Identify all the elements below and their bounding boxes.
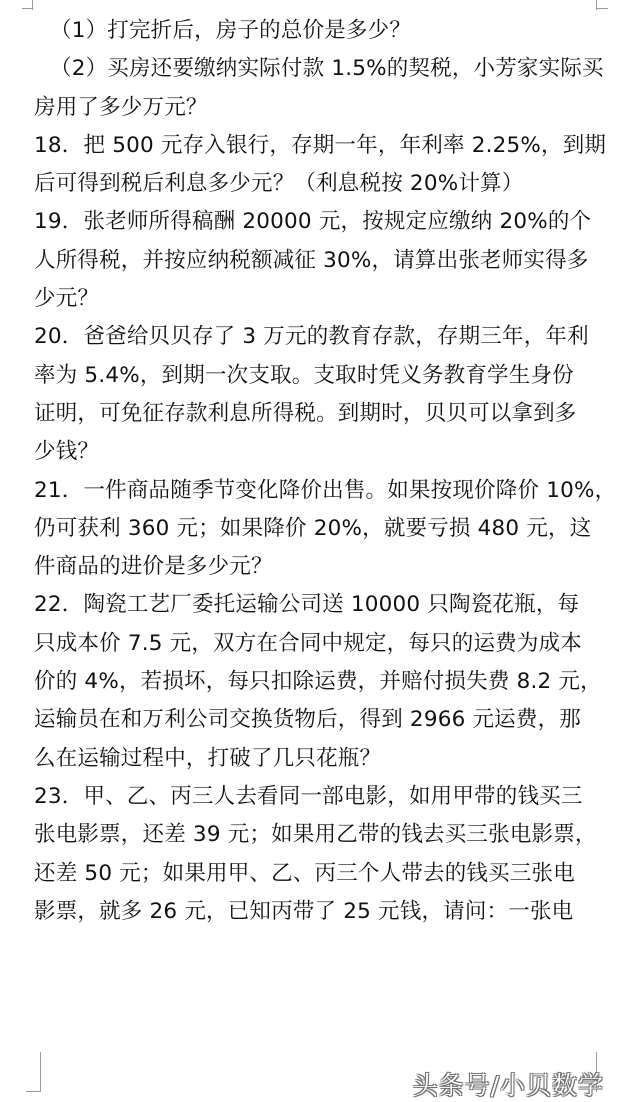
- text-line: 23．甲、乙、丙三人去看同一部电影，如用甲带的钱买三: [34, 783, 583, 809]
- text-line: 运输员在和万利公司交换货物后，得到 2966 元运费，那: [34, 707, 581, 733]
- text-line: 价的 4%，若损坏，每只扣除运费，并赔付损失费 8.2 元，: [34, 669, 602, 695]
- crop-mark-bottom-left-h: [26, 1091, 41, 1092]
- crop-mark-top-left-h: [22, 8, 33, 9]
- text-line: 19．张老师所得稿酬 20000 元，按规定应缴纳 20%的个: [34, 209, 592, 235]
- text-line: 后可得到税后利息多少元？（利息税按 20%计算）: [34, 171, 524, 197]
- document-text: [34, 12, 617, 931]
- text-line: 还差 50 元；如果用甲、乙、丙三个人带去的钱买三张电: [34, 860, 575, 886]
- text-line: 证明，可免征存款利息所得税。到期时，贝贝可以拿到多: [34, 400, 577, 426]
- text-line: 率为 5.4%，到期一次支取。支取时凭义务教育学生身份: [34, 362, 574, 388]
- text-line: 仍可获利 360 元；如果降价 20%，就要亏损 480 元，这: [34, 515, 592, 541]
- text-line: 人所得税，并按应纳税额减征 30%，请算出张老师实得多: [34, 247, 589, 273]
- text-line: 么在运输过程中，打破了几只花瓶？: [34, 745, 382, 771]
- watermark: 头条号/小贝数学: [412, 1071, 604, 1100]
- text-line: （2）买房还要缴纳实际付款 1.5%的契税，小芳家实际买: [50, 56, 604, 82]
- text-line: 20．爸爸给贝贝存了 3 万元的教育存款，存期三年，年利: [34, 324, 589, 350]
- text-line: 张电影票，还差 39 元；如果用乙带的钱去买三张电影票，: [34, 822, 597, 848]
- text-line: 只成本价 7.5 元，双方在合同中规定，每只的运费为成本: [34, 630, 582, 656]
- text-line: 件商品的进价是多少元？: [34, 554, 273, 580]
- text-line: 22．陶瓷工艺厂委托运输公司送 10000 只陶瓷花瓶，每: [34, 592, 580, 618]
- text-line: 房用了多少万元？: [34, 94, 208, 120]
- text-line: 18．把 500 元存入银行，存期一年，年利率 2.25%，到期: [34, 132, 607, 158]
- crop-mark-top-right-h: [596, 8, 608, 9]
- text-line: 少元？: [34, 286, 100, 312]
- text-line: （1）打完折后，房子的总价是多少？: [50, 18, 412, 43]
- text-line: 少钱？: [34, 439, 100, 465]
- crop-mark-bottom-left: [40, 1052, 41, 1092]
- text-line: 影票，就多 26 元，已知丙带了 25 元钱，请问：一张电: [34, 898, 574, 924]
- text-line: 21．一件商品随季节变化降价出售。如果按现价降价 10%，: [34, 477, 617, 503]
